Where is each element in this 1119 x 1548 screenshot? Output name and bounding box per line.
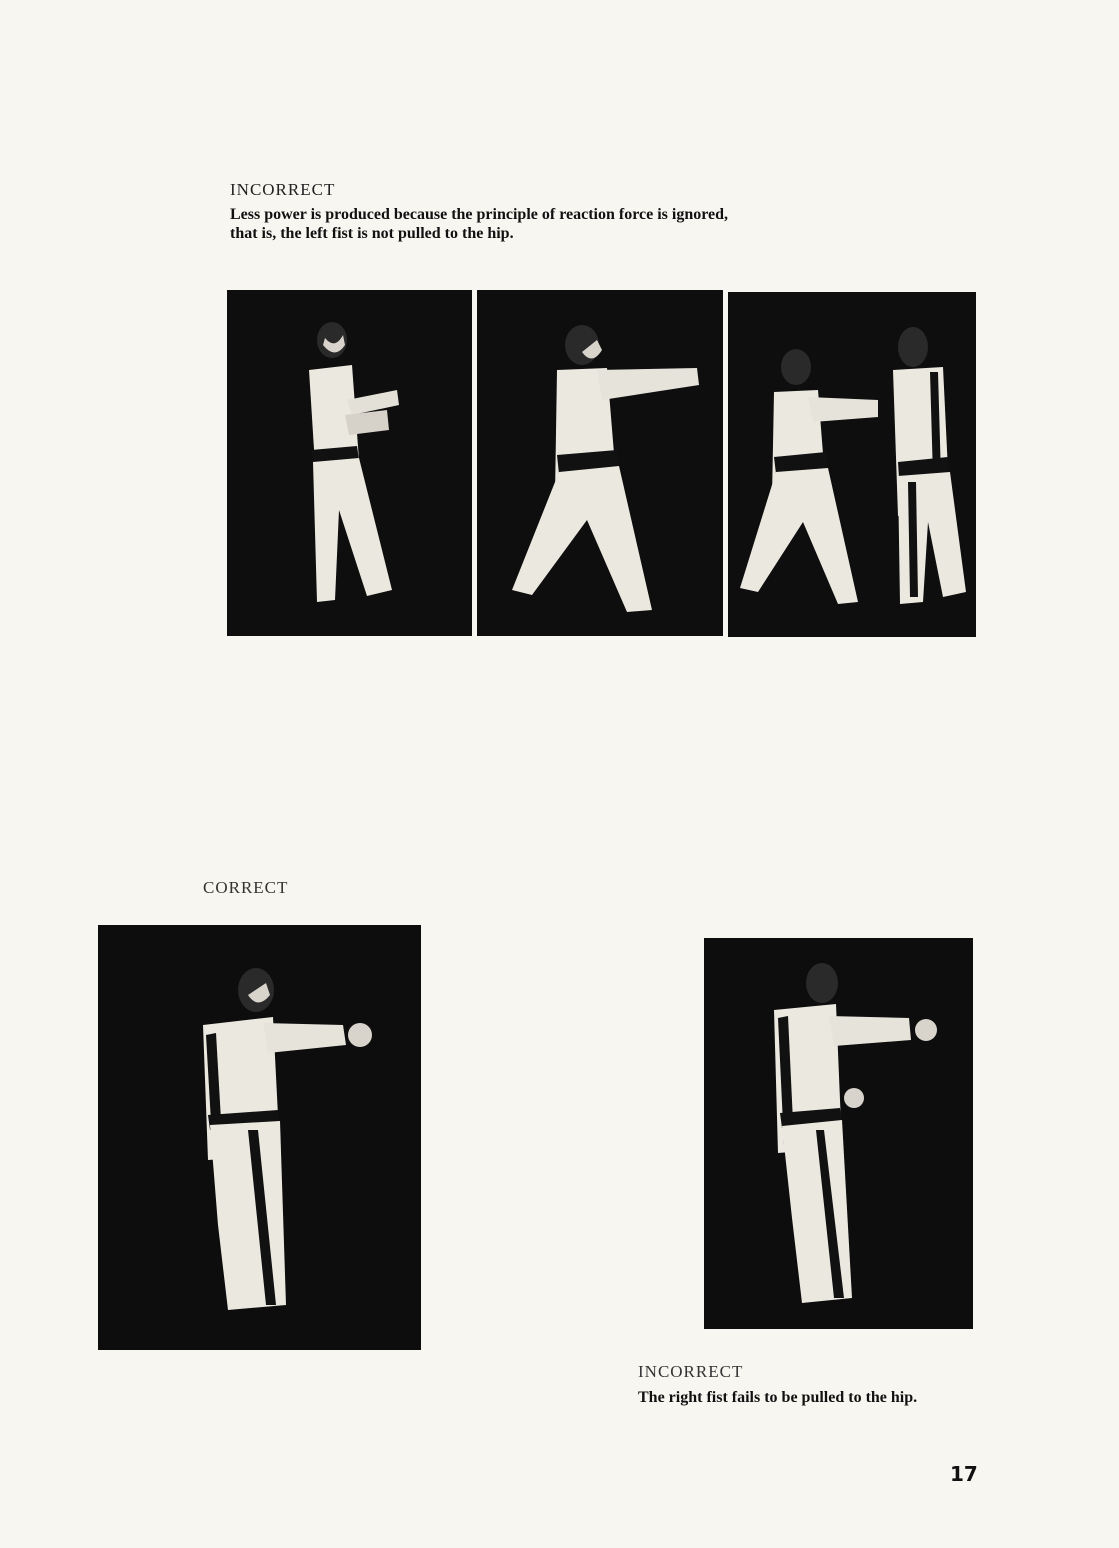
photo-incorrect-punch bbox=[477, 290, 723, 636]
photo-incorrect-stance bbox=[227, 290, 472, 636]
photo-incorrect-punch-2 bbox=[704, 938, 973, 1329]
page-number: 17 bbox=[950, 1462, 978, 1486]
incorrect-heading-top: INCORRECT bbox=[230, 180, 336, 199]
caption-bottom: The right fist fails to be pulled to the hip. bbox=[638, 1389, 918, 1406]
caption-top-line1: Less power is produced because the principle of reaction force is ignored, bbox=[230, 206, 729, 223]
correct-heading: CORRECT bbox=[203, 878, 289, 897]
photo-incorrect-punch-partner bbox=[728, 292, 976, 637]
caption-top-line2: that is, the left fist is not pulled to the hip. bbox=[230, 225, 514, 242]
incorrect-heading-bottom: INCORRECT bbox=[638, 1362, 744, 1381]
photo-correct-punch bbox=[98, 925, 421, 1350]
